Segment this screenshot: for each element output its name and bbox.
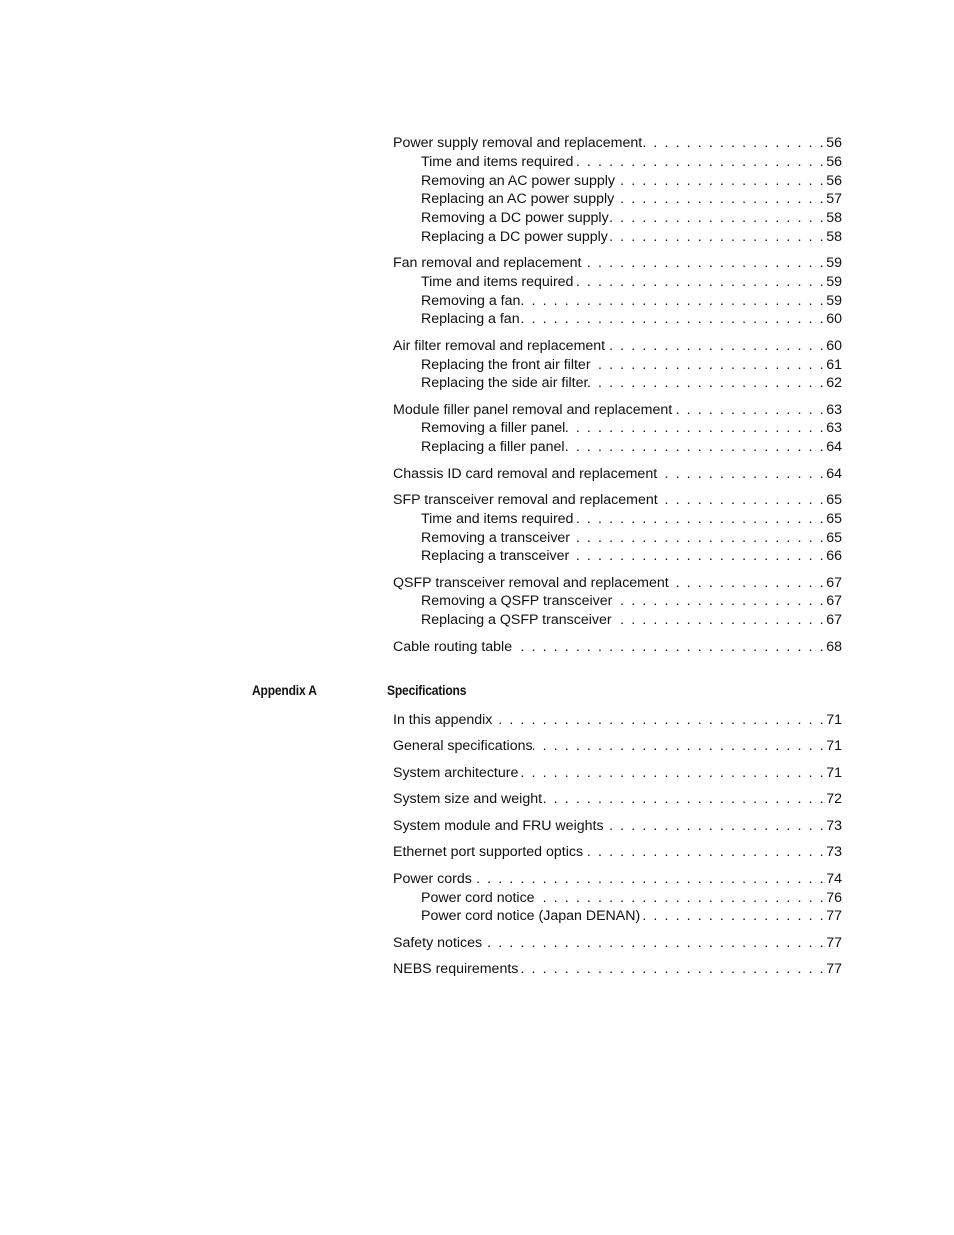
toc-entry[interactable]: [421, 310, 842, 329]
toc-entry-page-number: 71: [826, 738, 842, 754]
toc-entry[interactable]: [393, 401, 842, 420]
toc-entry[interactable]: [393, 790, 842, 809]
dot-leader: [565, 419, 825, 438]
dot-leader: [612, 611, 826, 630]
toc-entry-title: Replacing a DC power supply: [421, 229, 608, 245]
toc-entry-page-number: 71: [826, 765, 842, 781]
toc-entry-title: Removing an AC power supply: [421, 173, 615, 189]
dot-leader: [533, 737, 826, 756]
toc-entry-page-number: 68: [826, 639, 842, 655]
dot-leader: [472, 870, 825, 889]
appendix-label: Appendix A: [252, 682, 317, 698]
toc-entry-page-number: 60: [826, 311, 842, 327]
toc-entry-page-number: 56: [826, 173, 842, 189]
toc-entry[interactable]: [421, 547, 842, 566]
toc-entry-page-number: 73: [826, 818, 842, 834]
toc-entry-title: Power cord notice: [421, 890, 535, 906]
toc-entry[interactable]: [421, 374, 842, 393]
dot-leader: [614, 190, 825, 209]
dot-leader: [512, 638, 825, 657]
dot-leader: [581, 254, 825, 273]
toc-entry-title: Module filler panel removal and replacement: [393, 402, 673, 418]
toc-entry[interactable]: [393, 134, 842, 153]
dot-leader: [520, 310, 826, 329]
dot-leader: [569, 547, 825, 566]
toc-entry-page-number: 67: [826, 593, 842, 609]
dot-leader: [520, 292, 825, 311]
toc-entry-page-number: 58: [826, 229, 842, 245]
toc-entry-page-number: 56: [826, 154, 842, 170]
toc-entry-title: NEBS requirements: [393, 961, 519, 977]
dot-leader: [482, 934, 825, 953]
toc-entry-title: Replacing the front air filter: [421, 357, 591, 373]
toc-entry[interactable]: [421, 907, 842, 926]
toc-entry-title: Air filter removal and replacement: [393, 338, 606, 354]
dot-leader: [588, 374, 825, 393]
dot-leader: [542, 790, 825, 809]
toc-entry-title: Removing a QSFP transceiver: [421, 593, 613, 609]
toc-entry-page-number: 56: [826, 135, 842, 151]
toc-entry-page-number: 77: [826, 935, 842, 951]
toc-entry[interactable]: [421, 273, 842, 292]
dot-leader: [615, 172, 825, 191]
toc-entry-page-number: 64: [826, 466, 842, 482]
toc-entry-title: QSFP transceiver removal and replacement: [393, 575, 669, 591]
dot-leader: [657, 465, 825, 484]
toc-entry[interactable]: [421, 356, 842, 375]
toc-entry[interactable]: [421, 419, 842, 438]
toc-entry[interactable]: [393, 254, 842, 273]
toc-entry-title: In this appendix: [393, 712, 493, 728]
toc-entry-title: Power cords: [393, 871, 472, 887]
dot-leader: [573, 273, 825, 292]
toc-entry[interactable]: [393, 817, 842, 836]
toc-entry-page-number: 63: [826, 420, 842, 436]
dot-leader: [518, 960, 825, 979]
toc-entry-page-number: 60: [826, 338, 842, 354]
toc-entry-title: Replacing a fan: [421, 311, 520, 327]
toc-entry-page-number: 71: [826, 712, 842, 728]
toc-entry[interactable]: [421, 190, 842, 209]
toc-entry[interactable]: [393, 960, 842, 979]
toc-entry-page-number: 62: [826, 375, 842, 391]
dot-leader: [518, 764, 825, 783]
toc-entry-title: Removing a fan: [421, 293, 521, 309]
toc-entry[interactable]: [393, 843, 842, 862]
toc-entry[interactable]: [393, 638, 842, 657]
toc-entry-page-number: 58: [826, 210, 842, 226]
toc-entry-page-number: 66: [826, 548, 842, 564]
dot-leader: [612, 592, 825, 611]
dot-leader: [604, 817, 826, 836]
toc-entry-page-number: 73: [826, 844, 842, 860]
toc-entry-title: Time and items required: [421, 274, 574, 290]
toc-entry[interactable]: [421, 228, 842, 247]
toc-entry[interactable]: [393, 711, 842, 730]
toc-entry-page-number: 77: [826, 908, 842, 924]
toc-entry-title: Removing a filler panel: [421, 420, 566, 436]
dot-leader: [658, 491, 826, 510]
toc-entry-page-number: 67: [826, 612, 842, 628]
toc-entry[interactable]: [421, 209, 842, 228]
toc-entry[interactable]: [421, 172, 842, 191]
toc-entry-title: Removing a DC power supply: [421, 210, 609, 226]
toc-entry-page-number: 61: [826, 357, 842, 373]
toc-entry-title: Chassis ID card removal and replacement: [393, 466, 658, 482]
dot-leader: [583, 843, 825, 862]
toc-entry[interactable]: [421, 529, 842, 548]
dot-leader: [573, 153, 825, 172]
toc-entry-title: Ethernet port supported optics: [393, 844, 584, 860]
dot-leader: [535, 889, 826, 908]
toc-entry-page-number: 72: [826, 791, 842, 807]
toc-entry[interactable]: [393, 574, 842, 593]
toc-entry-title: SFP transceiver removal and replacement: [393, 492, 658, 508]
toc-entry[interactable]: [393, 337, 842, 356]
toc-entry-page-number: 64: [826, 439, 842, 455]
toc-entry-title: Replacing a transceiver: [421, 548, 570, 564]
toc-entry-page-number: 65: [826, 492, 842, 508]
toc-entry[interactable]: [393, 465, 842, 484]
toc-entry[interactable]: [421, 611, 842, 630]
toc-entry-title: Time and items required: [421, 511, 574, 527]
dot-leader: [570, 529, 825, 548]
toc-entry-title: Power supply removal and replacement: [393, 135, 643, 151]
toc-entry-title: System size and weight: [393, 791, 543, 807]
toc-entry[interactable]: [393, 934, 842, 953]
toc-entry-page-number: 63: [826, 402, 842, 418]
toc-entry[interactable]: [421, 292, 842, 311]
toc-entry-title: System architecture: [393, 765, 519, 781]
toc-entry-page-number: 76: [826, 890, 842, 906]
appendix-title: Specifications: [387, 682, 467, 698]
toc-entry[interactable]: [393, 870, 842, 889]
dot-leader: [669, 574, 825, 593]
toc-entry-page-number: 57: [826, 191, 842, 207]
toc-entry-title: Replacing an AC power supply: [421, 191, 615, 207]
toc-entry-page-number: 59: [826, 293, 842, 309]
toc-entry[interactable]: [421, 510, 842, 529]
toc-entry-title: Replacing the side air filter: [421, 375, 589, 391]
toc-entry[interactable]: [421, 438, 842, 457]
dot-leader: [609, 209, 826, 228]
toc-entry[interactable]: [393, 764, 842, 783]
dot-leader: [672, 401, 825, 420]
toc-entry-title: Power cord notice (Japan DENAN): [421, 908, 641, 924]
toc-entry-page-number: 59: [826, 255, 842, 271]
toc-entry-page-number: 65: [826, 530, 842, 546]
dot-leader: [605, 337, 825, 356]
toc-entry-title: System module and FRU weights: [393, 818, 604, 834]
toc-entry-title: Fan removal and replacement: [393, 255, 582, 271]
dot-leader: [642, 134, 825, 153]
toc-entry-page-number: 65: [826, 511, 842, 527]
dot-leader: [640, 907, 825, 926]
dot-leader: [492, 711, 825, 730]
dot-leader: [608, 228, 825, 247]
toc-entry-title: Time and items required: [421, 154, 574, 170]
toc-entry[interactable]: [393, 737, 842, 756]
toc-entry-title: Safety notices: [393, 935, 483, 951]
toc-entry-title: Replacing a QSFP transceiver: [421, 612, 612, 628]
toc-entry-title: Cable routing table: [393, 639, 513, 655]
toc-entry-page-number: 74: [826, 871, 842, 887]
dot-leader: [591, 356, 826, 375]
toc-entry-title: General specifications: [393, 738, 533, 754]
dot-leader: [573, 510, 825, 529]
toc-entry[interactable]: [421, 889, 842, 908]
toc-entry-title: Replacing a filler panel: [421, 439, 565, 455]
toc-entry-page-number: 67: [826, 575, 842, 591]
toc-entry-title: Removing a transceiver: [421, 530, 571, 546]
toc-entry[interactable]: [421, 153, 842, 172]
toc-entry[interactable]: [421, 592, 842, 611]
toc-entry-page-number: 77: [826, 961, 842, 977]
dot-leader: [565, 438, 826, 457]
toc-entry[interactable]: [393, 491, 842, 510]
toc-entry-page-number: 59: [826, 274, 842, 290]
